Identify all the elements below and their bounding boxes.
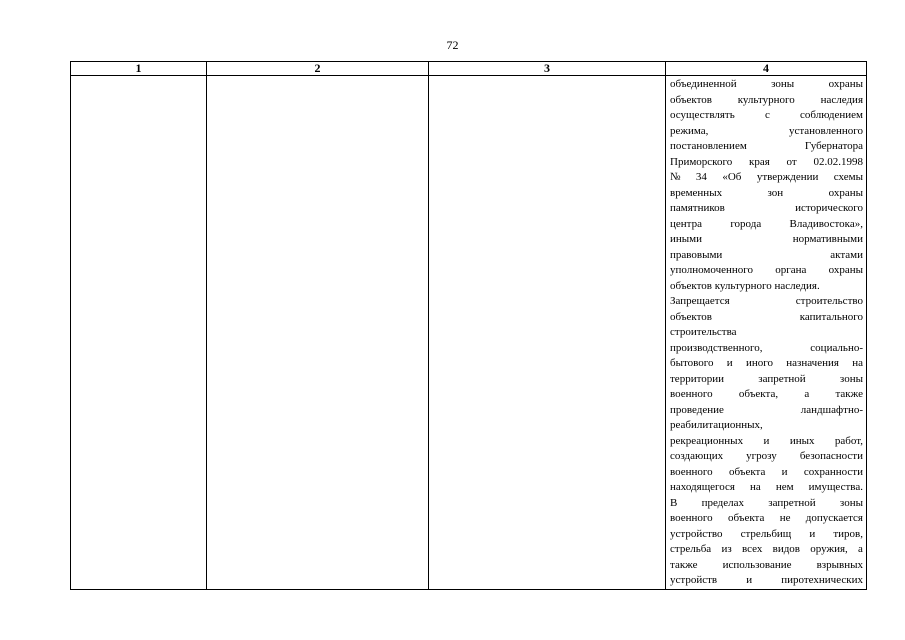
text-word: а — [804, 388, 810, 400]
column-header-3: 3 — [429, 62, 666, 76]
text-word: охраны — [828, 78, 863, 90]
text-line — [670, 310, 863, 326]
text-word: военного — [670, 388, 713, 400]
text-word: строительство — [795, 295, 863, 307]
text-word: центра — [670, 217, 702, 230]
text-word: устройство — [670, 527, 723, 540]
text-word: и — [781, 465, 788, 478]
text-word: и — [763, 434, 770, 447]
text-word: безопасности — [799, 450, 863, 462]
text-word: объекта, — [738, 388, 779, 400]
text-line — [670, 77, 863, 93]
text-word: зоны — [839, 496, 863, 509]
text-word: социально- — [810, 341, 863, 354]
text-word: военного — [670, 512, 713, 524]
text-word: бытового — [670, 357, 714, 369]
text-word: временных — [670, 186, 723, 199]
text-line — [670, 248, 863, 264]
text-word: правовыми — [670, 248, 723, 261]
text-word: Владивостока», — [789, 217, 863, 230]
text-word: работ, — [834, 434, 863, 447]
text-word: объектов — [670, 93, 712, 106]
text-line — [670, 558, 863, 574]
text-line — [670, 480, 863, 496]
text-word: капитального — [799, 310, 863, 323]
text-line — [670, 325, 863, 341]
text-line — [670, 108, 863, 124]
text-word: сохранности — [803, 465, 863, 478]
text-word: объектов культурного наследия. — [670, 279, 820, 292]
text-word: установленного — [788, 124, 863, 137]
text-line — [670, 263, 863, 279]
text-word: осуществлять — [670, 109, 735, 121]
text-word: также — [670, 558, 698, 571]
text-word: производственного, — [670, 341, 763, 354]
text-word: угрозу — [746, 450, 777, 462]
table-header-row — [71, 62, 867, 76]
text-line — [670, 217, 863, 233]
text-word: зоны — [771, 78, 795, 90]
text-word: от — [786, 155, 797, 168]
text-word: на — [852, 357, 863, 369]
text-word: исторического — [795, 202, 863, 214]
text-word: назначения — [786, 357, 839, 369]
text-word: иного — [745, 357, 773, 369]
text-word: В — [670, 496, 678, 509]
text-line — [670, 93, 863, 109]
cell-column-3 — [429, 76, 666, 590]
text-word: а — [858, 543, 863, 555]
text-word: нормативными — [792, 233, 863, 245]
text-word: имущества. — [808, 481, 863, 493]
text-word: Приморского — [670, 155, 733, 168]
text-word: уполномоченного — [670, 264, 754, 276]
text-line — [670, 341, 863, 357]
text-word: из — [721, 543, 732, 555]
text-line — [670, 449, 863, 465]
text-word: проведение — [670, 403, 724, 416]
text-word: иными — [670, 233, 703, 245]
text-word: объекта — [728, 465, 766, 478]
text-word: охраны — [828, 264, 863, 276]
text-word: «Об — [722, 171, 742, 183]
text-line — [670, 527, 863, 543]
text-word: пиротехнических — [781, 574, 863, 586]
text-word: 34 — [695, 171, 707, 183]
text-word: устройств — [670, 574, 718, 586]
text-line — [670, 496, 863, 512]
text-word: схемы — [833, 171, 863, 183]
text-word: зоны — [839, 372, 863, 385]
text-word: военного — [670, 465, 713, 478]
text-word: охраны — [828, 186, 863, 199]
text-word: запретной — [758, 372, 806, 385]
text-word: и — [726, 357, 733, 369]
text-word: Губернатора — [804, 140, 863, 152]
column-header-2: 2 — [207, 62, 429, 76]
text-word: видов — [772, 543, 800, 555]
text-line — [670, 232, 863, 248]
text-line — [670, 465, 863, 481]
text-line — [670, 124, 863, 140]
text-word: Запрещается — [670, 295, 730, 307]
text-word: объектов — [670, 310, 712, 323]
text-word: ландшафтно- — [800, 403, 863, 416]
text-word: реабилитационных, — [670, 419, 763, 431]
text-word: всех — [741, 543, 763, 555]
text-word: наследия — [820, 93, 863, 106]
text-line — [670, 542, 863, 558]
text-word: края — [748, 155, 770, 168]
text-word: стрельба — [670, 543, 712, 555]
text-word: допускается — [805, 512, 863, 524]
text-word: и — [746, 574, 753, 586]
text-word: создающих — [670, 450, 724, 462]
text-word: на — [750, 481, 761, 493]
text-line — [670, 511, 863, 527]
text-word: находящегося — [670, 481, 735, 493]
text-word: территории — [670, 372, 725, 385]
text-line — [670, 139, 863, 155]
text-line — [670, 294, 863, 310]
text-word: рекреационных — [670, 434, 744, 447]
text-word: 02.02.1998 — [813, 155, 863, 168]
text-word: иных — [789, 434, 815, 447]
column-header-4: 4 — [666, 62, 867, 76]
text-word: объекта — [727, 512, 765, 524]
text-word: утверждении — [756, 171, 819, 183]
cell-column-4 — [666, 76, 867, 590]
text-word: нем — [775, 481, 794, 493]
text-word: тиров, — [833, 527, 863, 540]
column-header-1: 1 — [71, 62, 207, 76]
table-row — [71, 76, 867, 590]
text-line — [670, 434, 863, 450]
document-table — [70, 61, 867, 590]
text-line — [670, 186, 863, 202]
cell-column-2 — [207, 76, 429, 590]
text-line — [670, 170, 863, 186]
text-word: соблюдением — [800, 109, 863, 121]
text-line — [670, 155, 863, 171]
cell-column-1 — [71, 76, 207, 590]
text-word: актами — [830, 248, 863, 261]
text-word: с — [764, 109, 770, 121]
text-line — [670, 403, 863, 419]
text-word: запретной — [768, 496, 816, 509]
text-word: взрывных — [816, 558, 863, 571]
page-number: 72 — [446, 38, 459, 52]
text-word: пределах — [701, 496, 745, 509]
text-word: строительства — [670, 326, 737, 338]
text-line — [670, 418, 863, 434]
text-word: также — [835, 388, 863, 400]
text-word: использование — [722, 558, 792, 571]
text-word: города — [730, 217, 762, 230]
text-word: культурного — [737, 93, 795, 106]
text-word: и — [809, 527, 816, 540]
text-line — [670, 372, 863, 388]
text-word: органа — [775, 264, 807, 276]
text-word: памятников — [670, 202, 725, 214]
text-line — [670, 356, 863, 372]
text-word: постановлением — [670, 140, 747, 152]
text-word: № — [670, 171, 681, 183]
text-line — [670, 201, 863, 217]
text-word: стрельбищ — [740, 527, 792, 540]
column-4-text — [666, 76, 866, 589]
text-word: не — [779, 512, 791, 524]
text-word: зон — [767, 186, 784, 199]
text-word: объединенной — [670, 78, 737, 90]
text-line — [670, 279, 863, 295]
text-word: оружия, — [810, 543, 848, 555]
text-word: режима, — [670, 124, 709, 137]
text-line — [670, 387, 863, 403]
text-line — [670, 573, 863, 589]
